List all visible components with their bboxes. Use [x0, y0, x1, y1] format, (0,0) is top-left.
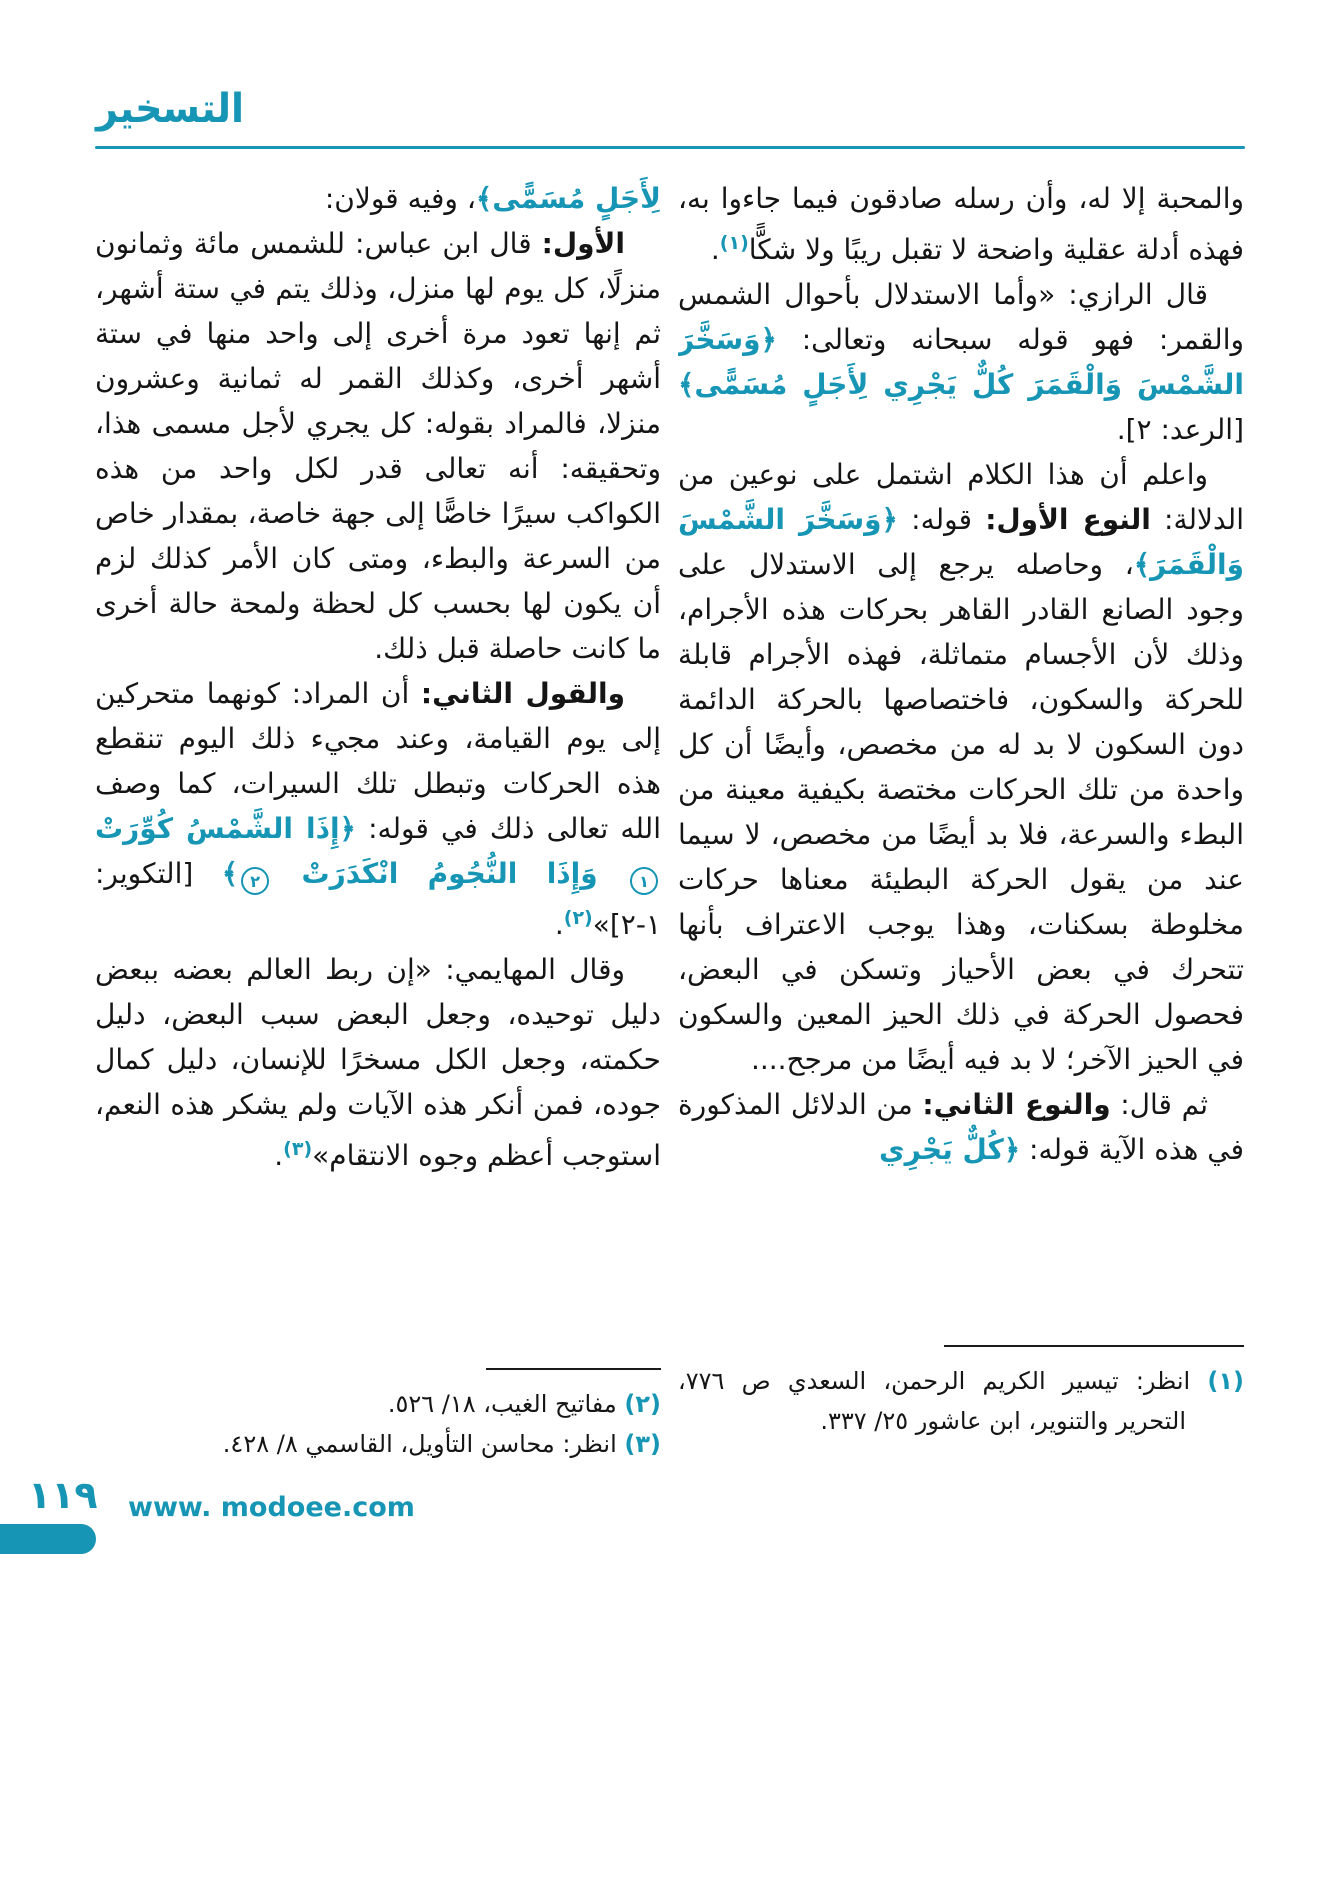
footnote-entry: [678, 1361, 1244, 1441]
verse-reference: [الرعد: ٢].: [1116, 413, 1244, 446]
footnote-number: (٣): [624, 1430, 661, 1458]
body-paragraph: [678, 452, 1244, 1082]
quran-quote: ﴿وَسَخَّرَ الشَّمْسَ وَالْقَمَرَ﴾: [678, 503, 1244, 581]
text-run: قال ابن عباس: للشمس مائة وثمانون منزلًا، كل يوم لها منزل، وذلك يتم في ستة أشهر، ثم إنها تعود مرة أخرى إلى واحد منها في ستة أشهر أخرى، وكذلك القمر له ثمانية وعشرون منزلا، فالمراد بقوله: كل يجري لأجل مسمى هذا، وتحقيقه: أنه تعالى قدر لكل واحد من هذه الكواكب سيرًا خاصًّا إلى جهة خاصة، بمقدار خاص من السرعة والبطء، ومتى كان الأمر كذلك لزم أن يكون لها بحسب كل لحظة ولمحة حالة أخرى ما كانت حاصلة قبل ذلك.: [95, 227, 661, 665]
footnote-number: (٢): [624, 1390, 661, 1418]
footnote-list: [95, 1384, 661, 1464]
body-paragraph: [95, 947, 661, 1178]
text-run: والمحبة إلا له، وأن رسله صادقون فيما جاءوا به، فهذه أدلة عقلية واضحة لا تقبل ريبًا ولا شكًّا: [678, 182, 1244, 266]
text-run: ، وحاصله يرجع إلى الاستدلال على وجود الصانع القادر القاهر بحركات هذه الأجرام، وذلك لأن الأجسام متماثلة، فهذه الأجرام قابلة للحركة والسكون، فاختصاصها بالحركة الدائمة دون السكون لا بد له من مخصص، وأيضًا أن كل واحدة من تلك الحركات مختصة بكيفية معينة من البطء والسرعة، فلا بد أيضًا من مخصص، لا سيما عند من يقول الحركة البطيئة معناها حركات مخلوطة بسكنات، وهذا يوجب الاعتراف بأنها تتحرك في بعض الأحياز وتسكن في البعض، فحصول الحركة في ذلك الحيز المعين والسكون في الحيز الآخر؛ لا بد فيه أيضًا من مرجح....: [678, 548, 1244, 1076]
footnote-entry: [95, 1384, 661, 1424]
text-run: .: [554, 908, 564, 941]
text-run: من الدلائل المذكورة في هذه الآية قوله:: [678, 1088, 1244, 1166]
footnote-separator-line: [944, 1345, 1244, 1347]
footnotes-left: [95, 1368, 661, 1464]
text-run: وقال المهايمي: «إن ربط العالم بعضه ببعض دليل توحيده، وجعل البعض سبب البعض، دليل حكمته، وجعل الكل مسخرًا للإنسان، دليل كمال جوده، فمن أنكر هذه الآيات ولم يشكر هذه النعم، استوجب أعظم وجوه الانتقام»: [95, 953, 661, 1172]
text-run: واعلم أن هذا الكلام اشتمل على نوعين من الدلالة:: [678, 458, 1244, 536]
quran-quote: وَإِذَا النُّجُومُ انْكَدَرَتْ: [272, 857, 627, 890]
text-run: .: [274, 1139, 284, 1172]
page-number: ١١٩: [28, 1473, 98, 1517]
left-text-column: [95, 176, 661, 1336]
body-paragraph: [95, 671, 661, 947]
footnote-list: [678, 1361, 1244, 1441]
footnotes-right: [678, 1345, 1244, 1441]
body-paragraph: [678, 1082, 1244, 1172]
text-run: قوله:: [897, 503, 986, 536]
text-run: ، وفيه قولان:: [324, 182, 476, 215]
website-url: www. modoee.com: [128, 1492, 415, 1523]
quran-quote: لِأَجَلٍ مُسَمًّى﴾: [475, 182, 661, 215]
text-run: أن المراد: كونهما متحركين إلى يوم القيامة، وعند مجيء ذلك اليوم تنقطع هذه الحركات وتبطل تلك السيرات، كما وصف الله تعالى ذلك في قوله:: [95, 677, 661, 845]
footnote-marker: (٣): [283, 1138, 313, 1160]
quran-quote: ﴿وَسَخَّرَ الشَّمْسَ وَالْقَمَرَ كُلٌّ يَجْرِي لِأَجَلٍ مُسَمًّى﴾: [678, 323, 1244, 401]
bold-text-run: والنوع الثاني:: [922, 1088, 1111, 1121]
footnote-marker: (٢): [563, 907, 593, 929]
footnote-number: (١): [1207, 1367, 1244, 1395]
verse-number-circle: ٢: [241, 867, 269, 895]
body-paragraph: [678, 176, 1244, 272]
footnote-marker: (١): [719, 232, 749, 254]
bold-text-run: النوع الأول:: [985, 503, 1151, 536]
quran-quote: ﴾: [221, 857, 239, 890]
chapter-title-calligraphy: التسخير: [96, 84, 245, 132]
text-run: ثم قال:: [1110, 1088, 1209, 1121]
footer-accent-bar: [0, 1524, 96, 1554]
body-paragraph: [678, 272, 1244, 452]
footnote-text: انظر: تيسير الكريم الرحمن، السعدي ص ٧٧٦، التحرير والتنوير، ابن عاشور ٢٥/ ٣٣٧.: [678, 1367, 1208, 1435]
right-text-column: [678, 176, 1244, 1336]
header-divider-line: [95, 146, 1245, 149]
verse-reference: [التكوير: ١-٢]»: [95, 857, 661, 941]
bold-text-run: والقول الثاني:: [420, 677, 625, 710]
verse-number-circle: ١: [630, 867, 658, 895]
text-run: .: [710, 233, 720, 266]
footnote-text: مفاتيح الغيب، ١٨/ ٥٢٦.: [387, 1390, 625, 1418]
footnote-text: انظر: محاسن التأويل، القاسمي ٨/ ٤٢٨.: [222, 1430, 625, 1458]
footnote-separator-line: [486, 1368, 661, 1370]
text-run: قال الرازي: «وأما الاستدلال بأحوال الشمس والقمر: فهو قوله سبحانه وتعالى:: [678, 278, 1244, 356]
quran-quote: ﴿إِذَا الشَّمْسُ كُوِّرَتْ: [95, 812, 356, 845]
footnote-entry: [95, 1424, 661, 1464]
body-paragraph: [95, 176, 661, 221]
quran-quote: ﴿كُلٌّ يَجْرِي: [878, 1133, 1021, 1166]
bold-text-run: الأول:: [541, 227, 625, 260]
body-paragraph: [95, 221, 661, 671]
